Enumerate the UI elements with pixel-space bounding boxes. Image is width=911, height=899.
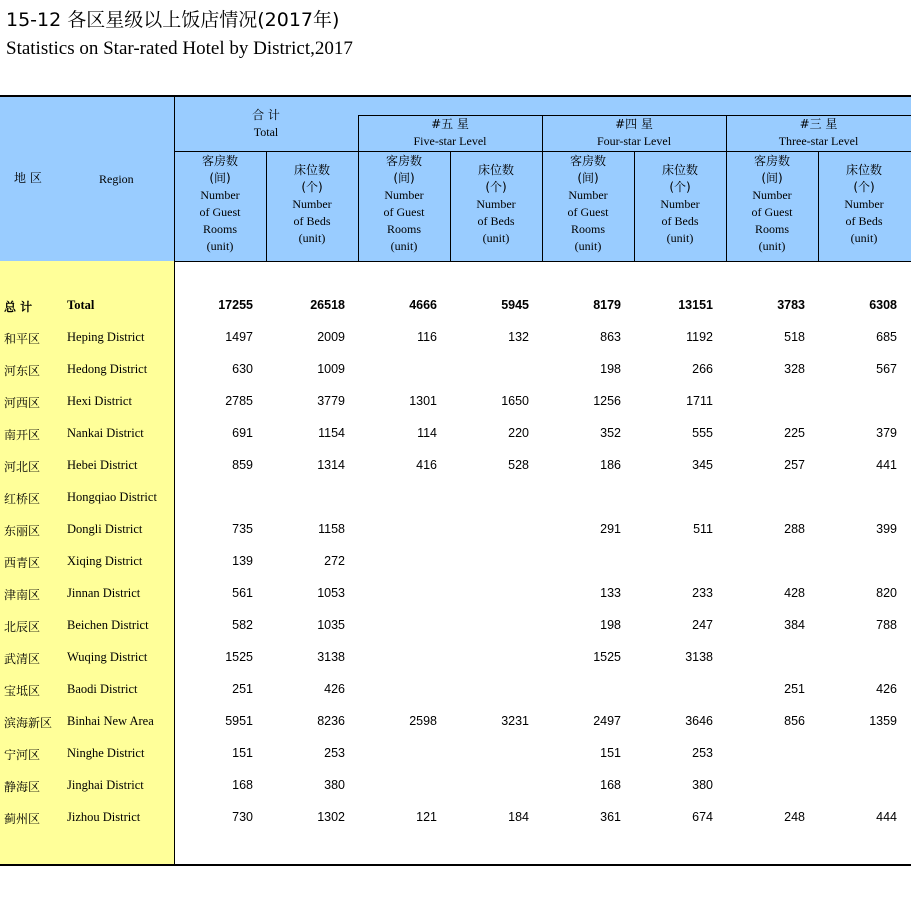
row-value-cell: 114 <box>417 426 437 440</box>
row-value-cell: 1053 <box>317 586 345 600</box>
row-value-cell: 5951 <box>225 714 253 728</box>
row-value-cell: 1314 <box>317 458 345 472</box>
row-value-cell: 630 <box>232 362 253 376</box>
group-five-star-cn: #五 星 <box>431 117 469 131</box>
group-five-star-en: Five-star Level <box>413 134 487 148</box>
table-row <box>0 354 911 386</box>
row-value-cell: 6308 <box>869 298 897 312</box>
row-value-cell: 730 <box>232 810 253 824</box>
row-value-cell: 8236 <box>317 714 345 728</box>
row-value-cell: 1302 <box>317 810 345 824</box>
row-value-cell: 399 <box>876 522 897 536</box>
row-value-cell: 220 <box>508 426 529 440</box>
table-row-total <box>0 290 911 322</box>
group-total-cn: 合 计 <box>252 108 280 122</box>
row-value-cell: 225 <box>784 426 805 440</box>
row-value-cell: 1359 <box>869 714 897 728</box>
group-four-star-header <box>542 116 726 150</box>
row-region-en: Binhai New Area <box>67 714 154 728</box>
table-row <box>0 386 911 418</box>
row-value-cell: 253 <box>324 746 345 760</box>
row-value-cell: 345 <box>692 458 713 472</box>
row-value-cell: 133 <box>600 586 621 600</box>
group-total-header <box>174 107 358 141</box>
row-region-en: Baodi District <box>67 682 138 696</box>
row-value-cell: 685 <box>876 330 897 344</box>
row-value-cell: 561 <box>232 586 253 600</box>
row-region-en: Beichen District <box>67 618 149 632</box>
row-value-cell: 1525 <box>593 650 621 664</box>
row-value-cell: 441 <box>876 458 897 472</box>
row-region-cn: 河东区 <box>4 364 41 378</box>
row-region-en: Hedong District <box>67 362 148 376</box>
row-value-cell: 13151 <box>678 298 713 312</box>
row-region-cn: 南开区 <box>4 428 41 442</box>
row-value-cell: 266 <box>692 362 713 376</box>
row-value-cell: 428 <box>784 586 805 600</box>
table-row <box>0 546 911 578</box>
row-value-cell: 272 <box>324 554 345 568</box>
row-value-cell: 788 <box>876 618 897 632</box>
table-row <box>0 802 911 834</box>
row-value-cell: 3646 <box>685 714 713 728</box>
row-value-cell: 567 <box>876 362 897 376</box>
row-region-en: Jinnan District <box>67 586 141 600</box>
row-value-cell: 444 <box>876 810 897 824</box>
row-value-cell: 2785 <box>225 394 253 408</box>
row-region-cn: 西青区 <box>4 556 41 570</box>
row-value-cell: 184 <box>508 810 529 824</box>
row-value-cell: 380 <box>692 778 713 792</box>
row-value-cell: 820 <box>876 586 897 600</box>
table-title-en: Statistics on Star-rated Hotel by District,2017 <box>6 38 353 59</box>
row-region-en: Hexi District <box>67 394 132 408</box>
group-four-star-cn: #四 星 <box>615 117 653 131</box>
row-value-cell: 251 <box>784 682 805 696</box>
row-value-cell: 121 <box>416 810 437 824</box>
row-region-cn: 东丽区 <box>4 524 41 538</box>
row-value-cell: 416 <box>416 458 437 472</box>
row-value-cell: 168 <box>232 778 253 792</box>
row-region-cn: 宁河区 <box>4 748 41 762</box>
row-region-cn: 武清区 <box>4 652 41 666</box>
row-value-cell: 691 <box>232 426 253 440</box>
row-value-cell: 291 <box>600 522 621 536</box>
row-value-cell: 198 <box>600 618 621 632</box>
row-region-en: Hebei District <box>67 458 138 472</box>
row-region-cn: 河北区 <box>4 460 41 474</box>
subheader-beds-three-star: 床位数 (个) Number of Beds (unit) <box>844 163 884 245</box>
row-value-cell: 863 <box>600 330 621 344</box>
table-row <box>0 482 911 514</box>
group-three-star-en: Three-star Level <box>778 134 859 148</box>
row-value-cell: 1158 <box>318 522 345 536</box>
row-value-cell: 186 <box>600 458 621 472</box>
row-value-cell: 2009 <box>317 330 345 344</box>
row-region-en: Xiqing District <box>67 554 143 568</box>
row-value-cell: 379 <box>876 426 897 440</box>
row-value-cell: 1154 <box>318 426 345 440</box>
table-header <box>0 95 911 262</box>
row-value-cell: 251 <box>232 682 253 696</box>
row-value-cell: 151 <box>232 746 253 760</box>
row-value-cell: 248 <box>784 810 805 824</box>
row-region-cn: 宝坻区 <box>4 684 41 698</box>
row-value-cell: 426 <box>324 682 345 696</box>
subheader-rooms-four-star: 客房数 (间) Number of Guest Rooms (unit) <box>567 154 609 253</box>
row-region-cn: 津南区 <box>4 588 41 602</box>
table-bottom-rule <box>0 864 911 866</box>
row-value-cell: 328 <box>784 362 805 376</box>
row-value-cell: 1256 <box>593 394 621 408</box>
row-region-en: Nankai District <box>67 426 144 440</box>
row-value-cell: 198 <box>600 362 621 376</box>
row-region-cn: 蓟州区 <box>4 812 41 826</box>
row-value-cell: 8179 <box>593 298 621 312</box>
row-region-en: Total <box>67 298 95 312</box>
row-value-cell: 1301 <box>409 394 437 408</box>
table-title-cn: 15-12 各区星级以上饭店情况(2017年) <box>6 9 340 31</box>
row-value-cell: 132 <box>508 330 529 344</box>
row-value-cell: 426 <box>876 682 897 696</box>
row-value-cell: 3138 <box>317 650 345 664</box>
row-value-cell: 3231 <box>501 714 529 728</box>
row-value-cell: 352 <box>600 426 621 440</box>
group-total-en: Total <box>253 125 279 139</box>
table-row <box>0 642 911 674</box>
row-value-cell: 582 <box>232 618 253 632</box>
subheader-beds-five-star: 床位数 (个) Number of Beds (unit) <box>476 163 516 245</box>
subheader-beds-four-star: 床位数 (个) Number of Beds (unit) <box>660 163 700 245</box>
row-value-cell: 26518 <box>310 298 345 312</box>
row-value-cell: 1035 <box>317 618 345 632</box>
group-five-star-header <box>358 116 542 150</box>
row-value-cell: 3138 <box>685 650 713 664</box>
table-row <box>0 578 911 610</box>
row-value-cell: 518 <box>784 330 805 344</box>
subheader-rooms-three-star: 客房数 (间) Number of Guest Rooms (unit) <box>751 154 793 253</box>
subheader-beds-total: 床位数 (个) Number of Beds (unit) <box>292 163 332 245</box>
row-value-cell: 1650 <box>501 394 529 408</box>
region-header-en: Region <box>99 172 134 186</box>
row-value-cell: 17255 <box>218 298 253 312</box>
row-value-cell: 511 <box>693 522 713 536</box>
row-region-en: Hongqiao District <box>67 490 157 504</box>
subheader-rooms-five-star: 客房数 (间) Number of Guest Rooms (unit) <box>383 154 425 253</box>
row-value-cell: 1711 <box>686 394 713 408</box>
row-value-cell: 3783 <box>777 298 805 312</box>
row-region-cn: 静海区 <box>4 780 41 794</box>
table-row <box>0 418 911 450</box>
row-region-cn: 滨海新区 <box>4 716 53 730</box>
row-value-cell: 1009 <box>317 362 345 376</box>
row-value-cell: 3779 <box>317 394 345 408</box>
table-row <box>0 738 911 770</box>
row-region-cn: 红桥区 <box>4 492 41 506</box>
row-value-cell: 233 <box>692 586 713 600</box>
row-value-cell: 257 <box>784 458 805 472</box>
region-header-cn: 地 区 <box>14 171 42 185</box>
row-value-cell: 5945 <box>501 298 529 312</box>
row-region-en: Jizhou District <box>67 810 141 824</box>
row-value-cell: 361 <box>600 810 621 824</box>
group-three-star-cn: #三 星 <box>799 117 838 131</box>
row-value-cell: 856 <box>784 714 805 728</box>
row-region-cn: 和平区 <box>4 332 41 346</box>
row-value-cell: 555 <box>692 426 713 440</box>
row-value-cell: 247 <box>692 618 713 632</box>
table-row <box>0 450 911 482</box>
row-region-cn: 河西区 <box>4 396 41 410</box>
row-region-en: Jinghai District <box>67 778 144 792</box>
row-value-cell: 288 <box>784 522 805 536</box>
row-value-cell: 116 <box>417 330 437 344</box>
subheader-rooms-total: 客房数 (间) Number of Guest Rooms (unit) <box>199 154 241 253</box>
row-value-cell: 528 <box>508 458 529 472</box>
row-value-cell: 2598 <box>409 714 437 728</box>
table-row <box>0 706 911 738</box>
table-row <box>0 674 911 706</box>
row-region-en: Ninghe District <box>67 746 145 760</box>
row-value-cell: 1192 <box>686 330 713 344</box>
row-value-cell: 735 <box>232 522 253 536</box>
row-value-cell: 380 <box>324 778 345 792</box>
group-three-star-header <box>726 116 911 150</box>
group-four-star-en: Four-star Level <box>596 134 672 148</box>
row-value-cell: 859 <box>232 458 253 472</box>
row-value-cell: 1497 <box>225 330 253 344</box>
row-value-cell: 4666 <box>409 298 437 312</box>
table-row <box>0 770 911 802</box>
row-region-en: Dongli District <box>67 522 143 536</box>
table-row <box>0 514 911 546</box>
row-value-cell: 2497 <box>593 714 621 728</box>
row-region-cn: 总 计 <box>4 300 33 314</box>
row-value-cell: 384 <box>784 618 805 632</box>
row-region-cn: 北辰区 <box>4 620 41 634</box>
table-row <box>0 322 911 354</box>
row-value-cell: 1525 <box>225 650 253 664</box>
row-region-en: Wuqing District <box>67 650 148 664</box>
row-region-en: Heping District <box>67 330 145 344</box>
row-value-cell: 253 <box>692 746 713 760</box>
table-row <box>0 610 911 642</box>
row-value-cell: 139 <box>232 554 253 568</box>
row-value-cell: 168 <box>600 778 621 792</box>
row-value-cell: 674 <box>692 810 713 824</box>
row-value-cell: 151 <box>600 746 621 760</box>
